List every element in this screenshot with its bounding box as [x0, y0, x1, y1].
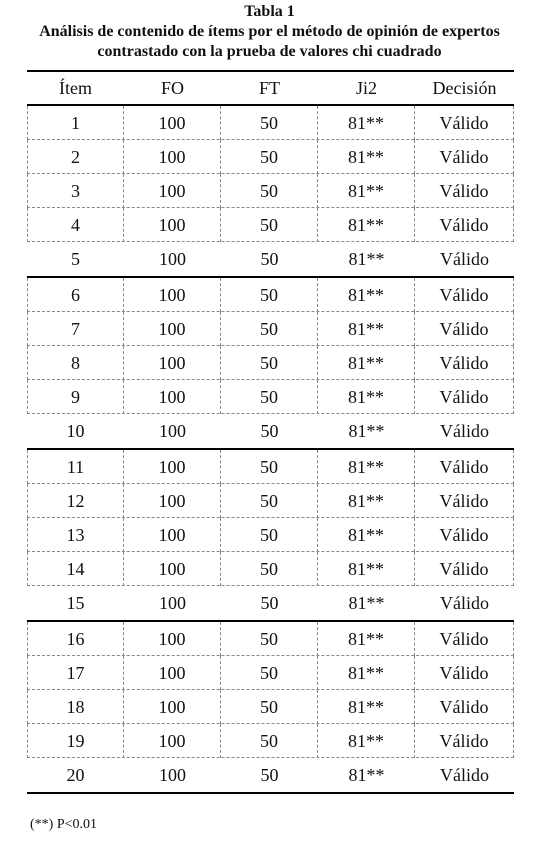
cell-item: 19 [27, 724, 124, 758]
header-fo: FO [160, 77, 184, 98]
cell-item: 15 [66, 593, 85, 613]
cell-ft: 50 [221, 518, 318, 552]
cell-fo: 100 [159, 421, 186, 441]
cell-item: 12 [27, 484, 124, 518]
cell-ft: 50 [221, 656, 318, 690]
cell-ji2: 81** [318, 140, 415, 174]
table-row [27, 758, 514, 792]
cell-ji2: 81** [348, 249, 385, 269]
cell-item: 8 [27, 346, 124, 380]
cell-decision: Válido [415, 518, 514, 552]
cell-item: 20 [66, 765, 85, 785]
cell-fo: 100 [124, 380, 221, 414]
cell-ji2: 81** [318, 174, 415, 208]
cell-ft: 50 [260, 593, 279, 613]
cell-item: 5 [71, 249, 80, 269]
cell-decision: Válido [415, 208, 514, 242]
cell-ji2: 81** [318, 484, 415, 518]
cell-decision: Válido [415, 106, 514, 140]
cell-ji2: 81** [318, 208, 415, 242]
cell-decision: Válido [415, 622, 514, 656]
cell-ji2: 81** [318, 380, 415, 414]
cell-fo: 100 [124, 174, 221, 208]
cell-decision: Válido [415, 380, 514, 414]
cell-decision: Válido [415, 450, 514, 484]
cell-ji2: 81** [318, 278, 415, 312]
cell-fo: 100 [159, 765, 186, 785]
header-item: Ítem [59, 77, 92, 98]
cell-fo: 100 [124, 106, 221, 140]
table-row [27, 552, 514, 586]
cell-decision: Válido [415, 656, 514, 690]
cell-item: 13 [27, 518, 124, 552]
footnote: (**) P<0.01 [30, 817, 98, 832]
table-title-line-2: contrastado con la prueba de valores chi cuadrado [97, 43, 442, 60]
cell-fo: 100 [124, 552, 221, 586]
cell-item: 14 [27, 552, 124, 586]
cell-ft: 50 [221, 106, 318, 140]
cell-ft: 50 [221, 484, 318, 518]
cell-item: 7 [27, 312, 124, 346]
results-table [27, 70, 514, 794]
table-title-line-1: Análisis de contenido de ítems por el método de opinión de expertos [39, 23, 500, 40]
cell-item: 6 [27, 278, 124, 312]
cell-ft: 50 [260, 765, 279, 785]
table-row [27, 586, 514, 620]
table-row [27, 278, 514, 312]
cell-item: 18 [27, 690, 124, 724]
cell-item: 3 [27, 174, 124, 208]
table-row [27, 312, 514, 346]
table-row [27, 656, 514, 690]
cell-ji2: 81** [318, 690, 415, 724]
table-row [27, 242, 514, 276]
cell-fo: 100 [124, 656, 221, 690]
cell-item: 11 [27, 450, 124, 484]
cell-ft: 50 [221, 552, 318, 586]
cell-decision: Válido [415, 278, 514, 312]
cell-item: 17 [27, 656, 124, 690]
cell-ji2: 81** [318, 622, 415, 656]
cell-ft: 50 [260, 249, 279, 269]
cell-decision: Válido [415, 552, 514, 586]
cell-fo: 100 [124, 140, 221, 174]
cell-decision: Válido [415, 724, 514, 758]
cell-ji2: 81** [318, 346, 415, 380]
table-row [27, 106, 514, 140]
cell-fo: 100 [159, 249, 186, 269]
cell-ft: 50 [221, 622, 318, 656]
cell-fo: 100 [124, 346, 221, 380]
cell-fo: 100 [124, 518, 221, 552]
cell-decision: Válido [440, 249, 489, 269]
cell-ji2: 81** [318, 518, 415, 552]
table-row [27, 622, 514, 656]
table-body [27, 106, 514, 794]
cell-decision: Válido [440, 593, 489, 613]
table-row [27, 518, 514, 552]
cell-fo: 100 [124, 622, 221, 656]
cell-ji2: 81** [348, 765, 385, 785]
cell-decision: Válido [440, 421, 489, 441]
cell-ji2: 81** [318, 656, 415, 690]
cell-fo: 100 [124, 690, 221, 724]
cell-decision: Válido [415, 174, 514, 208]
cell-fo: 100 [124, 450, 221, 484]
table-row [27, 208, 514, 242]
group-rule [27, 792, 514, 794]
table-row [27, 380, 514, 414]
table-row [27, 174, 514, 208]
cell-decision: Válido [415, 140, 514, 174]
cell-ft: 50 [221, 208, 318, 242]
cell-ji2: 81** [318, 450, 415, 484]
cell-ji2: 81** [318, 552, 415, 586]
cell-ft: 50 [221, 690, 318, 724]
cell-decision: Válido [415, 484, 514, 518]
cell-decision: Válido [415, 690, 514, 724]
cell-item: 4 [27, 208, 124, 242]
header-ji2: Ji2 [355, 77, 377, 98]
table-row [27, 724, 514, 758]
cell-decision: Válido [415, 346, 514, 380]
cell-ft: 50 [221, 380, 318, 414]
cell-fo: 100 [124, 312, 221, 346]
table-row [27, 414, 514, 448]
table-caption: Tabla 1 [244, 3, 295, 20]
cell-decision: Válido [415, 312, 514, 346]
cell-item: 10 [66, 421, 85, 441]
cell-ft: 50 [221, 724, 318, 758]
cell-fo: 100 [159, 593, 186, 613]
cell-ft: 50 [221, 278, 318, 312]
cell-ft: 50 [221, 312, 318, 346]
cell-item: 16 [27, 622, 124, 656]
header-decision: Decisión [432, 77, 497, 98]
table-row [27, 140, 514, 174]
table-row [27, 484, 514, 518]
cell-ji2: 81** [348, 421, 385, 441]
cell-ji2: 81** [318, 724, 415, 758]
cell-fo: 100 [124, 724, 221, 758]
cell-item: 1 [27, 106, 124, 140]
table-header-row [27, 72, 514, 104]
cell-item: 9 [27, 380, 124, 414]
cell-fo: 100 [124, 208, 221, 242]
cell-ft: 50 [260, 421, 279, 441]
cell-ft: 50 [221, 174, 318, 208]
cell-ft: 50 [221, 346, 318, 380]
cell-ji2: 81** [348, 593, 385, 613]
cell-fo: 100 [124, 484, 221, 518]
cell-decision: Válido [440, 765, 489, 785]
cell-ft: 50 [221, 140, 318, 174]
cell-fo: 100 [124, 278, 221, 312]
cell-item: 2 [27, 140, 124, 174]
cell-ft: 50 [221, 450, 318, 484]
header-ft: FT [258, 77, 280, 98]
table-row [27, 346, 514, 380]
table-row [27, 450, 514, 484]
cell-ji2: 81** [318, 312, 415, 346]
cell-ji2: 81** [318, 106, 415, 140]
table-row [27, 690, 514, 724]
